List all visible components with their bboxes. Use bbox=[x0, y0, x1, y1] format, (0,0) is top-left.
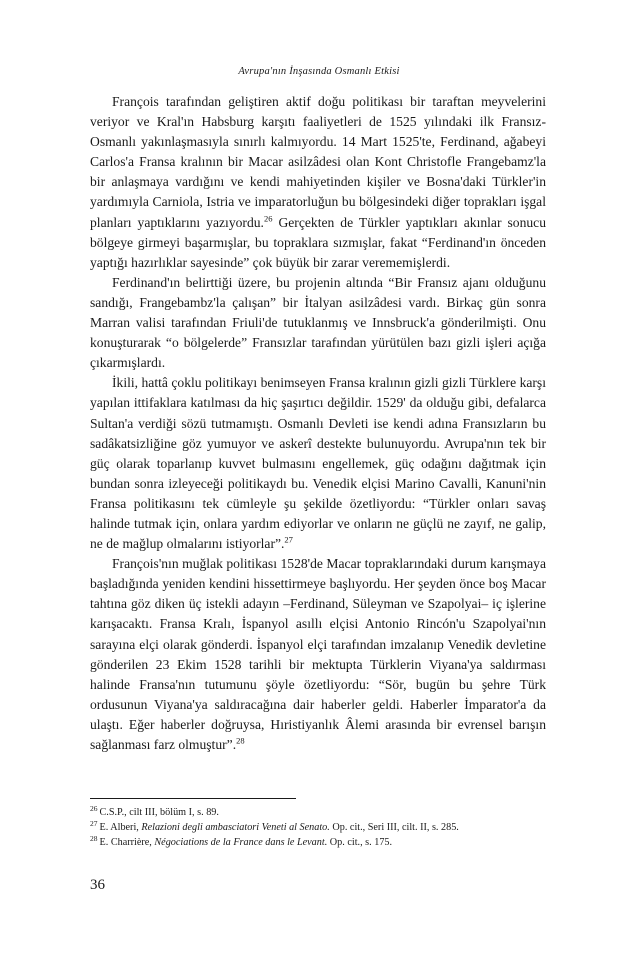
running-head: Avrupa'nın İnşasında Osmanlı Etkisi bbox=[238, 66, 400, 77]
footnote-number: 28 bbox=[90, 834, 98, 844]
footnote-ref[interactable]: 28 bbox=[236, 735, 245, 746]
footnote: $^{27}$ E. Alberi, Relazioni degli ambasciatori Veneti al Senato. Op. cit., Seri III, cilt. II, s. 285. bbox=[90, 818, 459, 834]
paragraph: İkili, hattâ çoklu politikayı benimseyen Fransa kralının gizli gizli Türklere karşı yapılan ittifaklara katılması da hiç şaşırtıcı değildir. 1529' da olduğu gibi, defalarca Sultan'a verdiği sözü tutmamıştı. Osmanlı Devleti ise kendi adına Fransızların bu sadâkatsizliğine göz yumuyor ve askerî destekte bulunuyordu. Avrupa'nın tek bir güç olarak toparlanıp kuvvet bulmasını engellemek, güç odağını dağıtmak için bundan sonra izleyeceği politikaydı bu. Venedik elçisi Marino Cavalli, Kanuni'nin Fransa politikasını tek cümleyle şu şekilde özetliyordu: “Türkler onları savaş halinde tutmak için, onlara yardım ediyorlar ve onların ne güçlü ne zayıf, ne galip, ne de mağlup olmalarını istiyorlar”.$^{27}$ bbox=[90, 375, 546, 552]
footnote-number: 26 bbox=[90, 803, 98, 813]
paragraph: Ferdinand'ın belirttiği üzere, bu projenin altında “Bir Fransız ajanı olduğunu sandığı, Frangebambz'la çalışan” bir İtalyan asilzâdesi vardı. Birkaç gün sonra Marran valisi tarafından Friuli'de tutuklanmış ve Innsbruck'a gönderilmişti. Onu konuşturarak “o bölgelerde” Fransızlar tarafından yürütülen bazı gizli işleri açığa çıkarmışlardı. bbox=[90, 274, 546, 371]
footnote: $^{26}$ C.S.P., cilt III, bölüm I, s. 89. bbox=[90, 803, 219, 818]
footnote-divider bbox=[90, 798, 296, 799]
paragraph: François tarafından geliştiren aktif doğu politikası bir taraftan meyvelerini veriyor ve Kral'ın Habsburg karşıtı faaliyetleri de 1525 yılındaki ilk Fransız- Osmanlı yakınlaşmasıyla sınırlı kalmıyordu. 14 Mart 1525'te, Ferdinand, ağabeyi Carlos'a Fransa kralının bir Macar asilzâdesi olan Kont Christofle Frangebamz'la bir anlaşmaya vardığını ve kendi mahiyetinden kişiler ve Bosna'daki Türkler'in yardımıyla Carniola, Istria ve imparatorluğun bu bölgesindeki diğer toprakları işgal planları yaptıklarını yazıyordu.$^{26}$ Gerçekten de Türkler yaptıkları akınlar sonucu bölgeye girmeyi başarmışlar, bu topraklara sızmışlar, fakat “Ferdinand'ın önceden yaptığı hazırlıklar sayesinde” çok büyük bir zarar verememişlerdi. bbox=[90, 94, 547, 270]
page-number: 36 bbox=[90, 877, 105, 893]
footnotes bbox=[90, 805, 546, 851]
footnote-ref[interactable]: 27 bbox=[284, 534, 293, 545]
footnote-ref[interactable]: 26 bbox=[263, 213, 273, 224]
paragraph: François'nın muğlak politikası 1528'de Macar topraklarındaki durum karışmaya başladığında yeniden kendini hissettirmeye başlıyordu. Her şeyden önce boş Macar tahtına göz diken üç istekli adayın –Ferdinand, Süleyman ve Szapolyai– iç işlerine karışacaktı. Fransa Kralı, İspanyol asıllı elçisi Antonio Rincón'u Szapolyai'nın sarayına elçi olarak gönderdi. İspanyol elçi tarafından imzalanıp Venedik devletine gönderilen 23 Ekim 1528 tarihli bir mektupta Türklerin Viyana'ya saldırması halinde Fransa'nın tutumunu şöyle özetliyordu: “Sör, bugün bu şehre Türk ordusunun Viyana'ya saldıracağına dair haberler geldi. Haberler İmparator'a da ulaştı. Eğer haberler doğruysa, Hıristiyanlık Âlemi arasında bir evrensel barışın sağlanması farz olmuştur”.$^{28}$ bbox=[90, 556, 546, 752]
footnote-number: 27 bbox=[90, 818, 98, 828]
footnote: $^{28}$ E. Charrière, Négociations de la France dans le Levant. Op. cit., s. 175. bbox=[90, 834, 393, 849]
body-text bbox=[90, 92, 546, 755]
